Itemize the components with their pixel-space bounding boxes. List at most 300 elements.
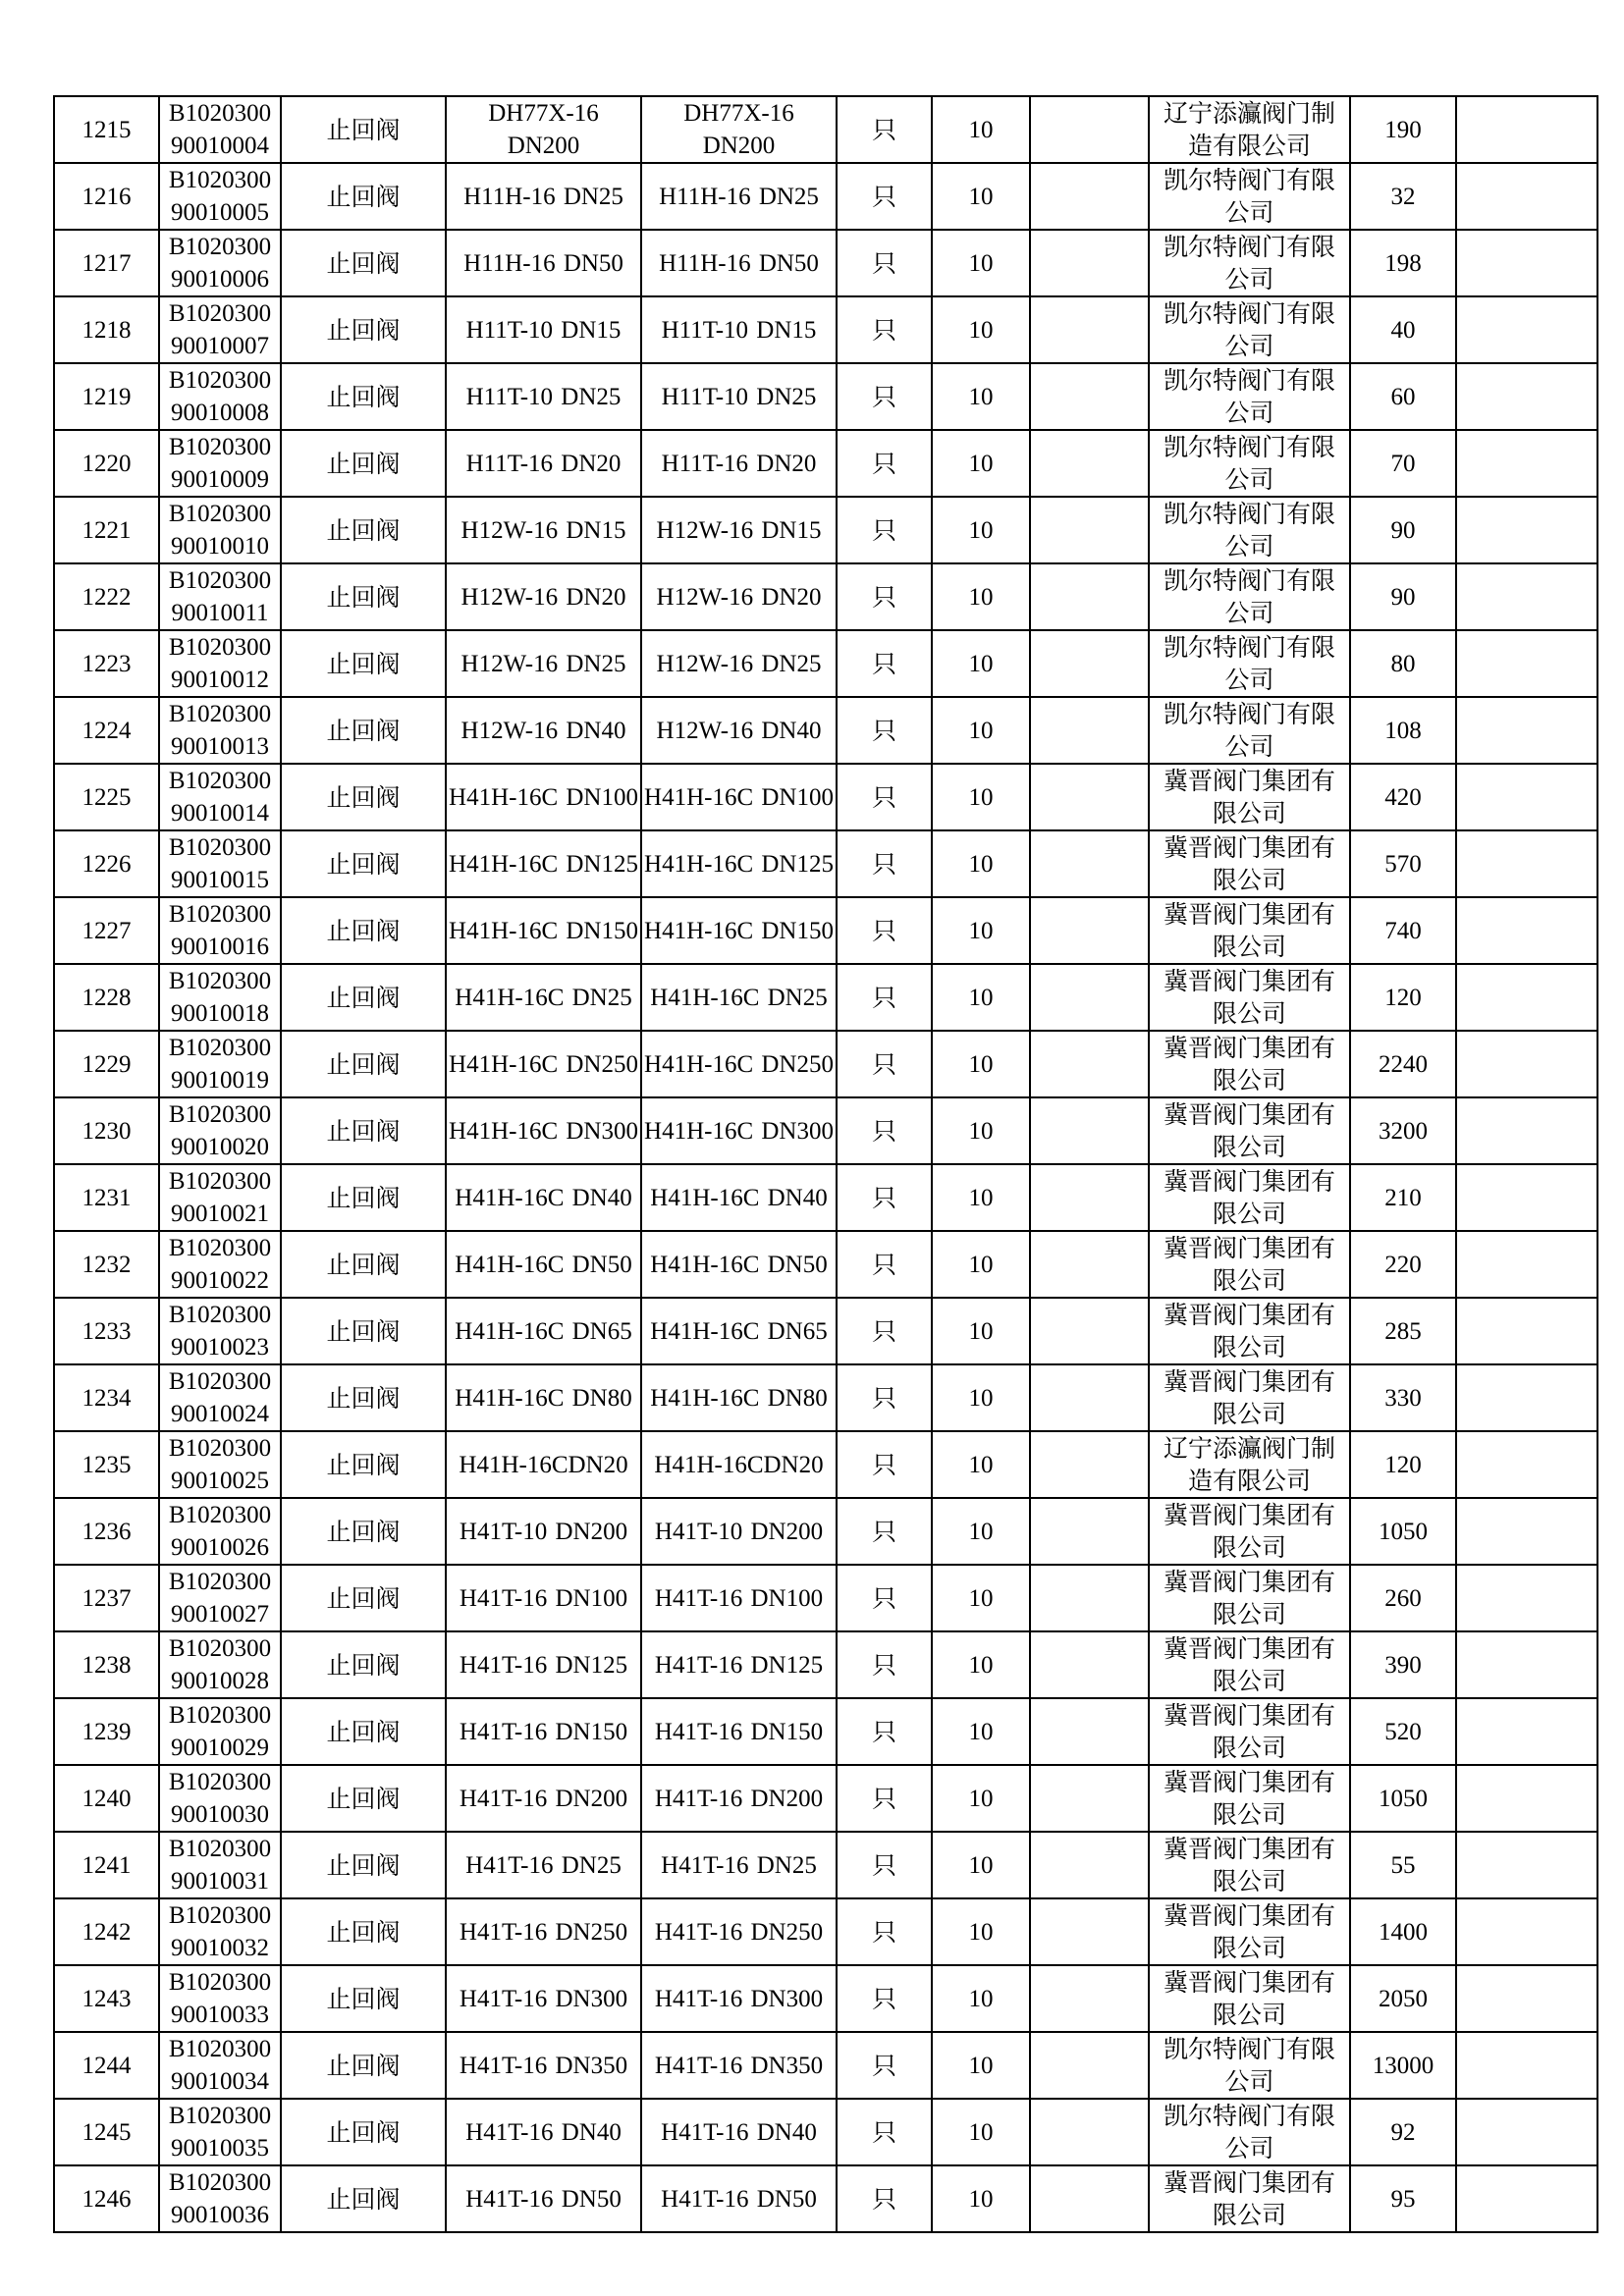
price-cell: 40 [1350,296,1456,363]
remark-cell [1030,1431,1149,1498]
price-cell: 2240 [1350,1031,1456,1097]
unit-cell: 只 [837,96,932,163]
row-number-cell: 1234 [54,1364,159,1431]
table-row [54,1565,1597,1631]
table-row [54,630,1597,697]
quantity-cell: 10 [932,1031,1030,1097]
price-cell: 32 [1350,163,1456,230]
unit-cell: 只 [837,1698,932,1765]
unit-cell: 只 [837,764,932,830]
table-row [54,764,1597,830]
remark-cell [1030,1164,1149,1231]
unit-cell: 只 [837,1898,932,1965]
specification-cell: H41T-16 DN50 [446,2165,641,2232]
specification-cell: H12W-16 DN25 [446,630,641,697]
remark-cell [1030,497,1149,563]
item-name-cell: 止回阀 [281,2099,446,2165]
table-row [54,163,1597,230]
quantity-cell: 10 [932,96,1030,163]
model-cell: H41H-16C DN40 [641,1164,837,1231]
extra-cell [1456,630,1597,697]
extra-cell [1456,2032,1597,2099]
material-code-cell: B1020300 90010033 [159,1965,281,2032]
price-cell: 108 [1350,697,1456,764]
quantity-cell: 10 [932,1965,1030,2032]
material-code-cell: B1020300 90010004 [159,96,281,163]
row-number-cell: 1215 [54,96,159,163]
manufacturer-cell: 凯尔特阀门有限公司 [1149,430,1350,497]
material-code-cell: B1020300 90010031 [159,1832,281,1898]
item-name-cell: 止回阀 [281,1698,446,1765]
row-number-cell: 1223 [54,630,159,697]
table-row [54,830,1597,897]
model-cell: H41T-16 DN200 [641,1765,837,1832]
item-name-cell: 止回阀 [281,96,446,163]
extra-cell [1456,1631,1597,1698]
unit-cell: 只 [837,1832,932,1898]
material-code-cell: B1020300 90010035 [159,2099,281,2165]
price-cell: 330 [1350,1364,1456,1431]
item-name-cell: 止回阀 [281,1898,446,1965]
extra-cell [1456,96,1597,163]
extra-cell [1456,163,1597,230]
model-cell: H11T-16 DN20 [641,430,837,497]
remark-cell [1030,1565,1149,1631]
material-code-cell: B1020300 90010022 [159,1231,281,1298]
table-row [54,2165,1597,2232]
material-code-cell: B1020300 90010006 [159,230,281,296]
unit-cell: 只 [837,630,932,697]
manufacturer-cell: 冀晋阀门集团有限公司 [1149,1364,1350,1431]
extra-cell [1456,1031,1597,1097]
quantity-cell: 10 [932,1164,1030,1231]
quantity-cell: 10 [932,430,1030,497]
manufacturer-cell: 凯尔特阀门有限公司 [1149,230,1350,296]
unit-cell: 只 [837,1498,932,1565]
manufacturer-cell: 冀晋阀门集团有限公司 [1149,897,1350,964]
unit-cell: 只 [837,497,932,563]
remark-cell [1030,430,1149,497]
manufacturer-cell: 凯尔特阀门有限公司 [1149,296,1350,363]
material-code-cell: B1020300 90010016 [159,897,281,964]
manufacturer-cell: 冀晋阀门集团有限公司 [1149,1231,1350,1298]
quantity-cell: 10 [932,497,1030,563]
material-code-cell: B1020300 90010009 [159,430,281,497]
price-cell: 285 [1350,1298,1456,1364]
table-row [54,2032,1597,2099]
manufacturer-cell: 凯尔特阀门有限公司 [1149,697,1350,764]
item-name-cell: 止回阀 [281,497,446,563]
extra-cell [1456,1898,1597,1965]
unit-cell: 只 [837,830,932,897]
quantity-cell: 10 [932,964,1030,1031]
material-code-cell: B1020300 90010025 [159,1431,281,1498]
material-code-cell: B1020300 90010027 [159,1565,281,1631]
material-code-cell: B1020300 90010030 [159,1765,281,1832]
table-row [54,1164,1597,1231]
material-code-cell: B1020300 90010021 [159,1164,281,1231]
material-code-cell: B1020300 90010011 [159,563,281,630]
price-cell: 740 [1350,897,1456,964]
row-number-cell: 1225 [54,764,159,830]
unit-cell: 只 [837,1097,932,1164]
specification-cell: H12W-16 DN40 [446,697,641,764]
model-cell: H41H-16C DN25 [641,964,837,1031]
specification-cell: H41H-16C DN250 [446,1031,641,1097]
manufacturer-cell: 冀晋阀门集团有限公司 [1149,1832,1350,1898]
item-name-cell: 止回阀 [281,1765,446,1832]
material-code-cell: B1020300 90010008 [159,363,281,430]
remark-cell [1030,2099,1149,2165]
table-row [54,1631,1597,1698]
remark-cell [1030,1698,1149,1765]
model-cell: H41H-16C DN250 [641,1031,837,1097]
price-cell: 60 [1350,363,1456,430]
unit-cell: 只 [837,163,932,230]
table-row [54,96,1597,163]
quantity-cell: 10 [932,1431,1030,1498]
model-cell: H12W-16 DN40 [641,697,837,764]
unit-cell: 只 [837,230,932,296]
unit-cell: 只 [837,2165,932,2232]
remark-cell [1030,230,1149,296]
specification-cell: H41T-16 DN125 [446,1631,641,1698]
manufacturer-cell: 凯尔特阀门有限公司 [1149,497,1350,563]
manufacturer-cell: 冀晋阀门集团有限公司 [1149,1164,1350,1231]
quantity-cell: 10 [932,296,1030,363]
table-row [54,1298,1597,1364]
material-code-cell: B1020300 90010032 [159,1898,281,1965]
quantity-cell: 10 [932,830,1030,897]
row-number-cell: 1227 [54,897,159,964]
extra-cell [1456,430,1597,497]
price-cell: 198 [1350,230,1456,296]
price-cell: 420 [1350,764,1456,830]
model-cell: H41H-16C DN65 [641,1298,837,1364]
price-cell: 120 [1350,964,1456,1031]
item-name-cell: 止回阀 [281,1231,446,1298]
price-cell: 390 [1350,1631,1456,1698]
specification-cell: H11H-16 DN25 [446,163,641,230]
material-code-cell: B1020300 90010023 [159,1298,281,1364]
remark-cell [1030,96,1149,163]
row-number-cell: 1229 [54,1031,159,1097]
item-name-cell: 止回阀 [281,1164,446,1231]
unit-cell: 只 [837,1431,932,1498]
price-cell: 260 [1350,1565,1456,1631]
specification-cell: H41T-16 DN300 [446,1965,641,2032]
item-name-cell: 止回阀 [281,563,446,630]
manufacturer-cell: 冀晋阀门集团有限公司 [1149,964,1350,1031]
remark-cell [1030,1832,1149,1898]
model-cell: H11H-16 DN50 [641,230,837,296]
manufacturer-cell: 冀晋阀门集团有限公司 [1149,1031,1350,1097]
item-name-cell: 止回阀 [281,630,446,697]
remark-cell [1030,1498,1149,1565]
extra-cell [1456,1431,1597,1498]
price-cell: 80 [1350,630,1456,697]
row-number-cell: 1231 [54,1164,159,1231]
manufacturer-cell: 冀晋阀门集团有限公司 [1149,1965,1350,2032]
table-row [54,363,1597,430]
item-name-cell: 止回阀 [281,830,446,897]
manufacturer-cell: 冀晋阀门集团有限公司 [1149,2165,1350,2232]
price-cell: 90 [1350,563,1456,630]
row-number-cell: 1222 [54,563,159,630]
item-name-cell: 止回阀 [281,1298,446,1364]
extra-cell [1456,563,1597,630]
material-code-cell: B1020300 90010010 [159,497,281,563]
manufacturer-cell: 冀晋阀门集团有限公司 [1149,1565,1350,1631]
manufacturer-cell: 凯尔特阀门有限公司 [1149,563,1350,630]
specification-cell: H41T-16 DN40 [446,2099,641,2165]
row-number-cell: 1224 [54,697,159,764]
model-cell: H41H-16C DN50 [641,1231,837,1298]
quantity-cell: 10 [932,697,1030,764]
item-name-cell: 止回阀 [281,1097,446,1164]
remark-cell [1030,1364,1149,1431]
item-name-cell: 止回阀 [281,430,446,497]
remark-cell [1030,1031,1149,1097]
model-cell: H11H-16 DN25 [641,163,837,230]
quantity-cell: 10 [932,2165,1030,2232]
item-name-cell: 止回阀 [281,897,446,964]
price-cell: 95 [1350,2165,1456,2232]
specification-cell: H41H-16C DN100 [446,764,641,830]
unit-cell: 只 [837,430,932,497]
manufacturer-cell: 凯尔特阀门有限公司 [1149,2032,1350,2099]
model-cell: H41T-16 DN300 [641,1965,837,2032]
material-code-cell: B1020300 90010018 [159,964,281,1031]
model-cell: H41H-16C DN125 [641,830,837,897]
price-cell: 190 [1350,96,1456,163]
row-number-cell: 1244 [54,2032,159,2099]
material-code-cell: B1020300 90010014 [159,764,281,830]
specification-cell: H11H-16 DN50 [446,230,641,296]
model-cell: H41H-16CDN20 [641,1431,837,1498]
item-name-cell: 止回阀 [281,697,446,764]
table-row [54,897,1597,964]
quantity-cell: 10 [932,1631,1030,1698]
valve-price-table [53,95,1598,2233]
material-code-cell: B1020300 90010019 [159,1031,281,1097]
extra-cell [1456,1164,1597,1231]
manufacturer-cell: 凯尔特阀门有限公司 [1149,630,1350,697]
table-row [54,430,1597,497]
model-cell: H41H-16C DN150 [641,897,837,964]
row-number-cell: 1220 [54,430,159,497]
specification-cell: H11T-10 DN25 [446,363,641,430]
table-row [54,1031,1597,1097]
material-code-cell: B1020300 90010026 [159,1498,281,1565]
quantity-cell: 10 [932,1565,1030,1631]
model-cell: H41H-16C DN80 [641,1364,837,1431]
item-name-cell: 止回阀 [281,363,446,430]
row-number-cell: 1241 [54,1832,159,1898]
quantity-cell: 10 [932,1097,1030,1164]
specification-cell: H41T-16 DN350 [446,2032,641,2099]
item-name-cell: 止回阀 [281,1031,446,1097]
price-cell: 55 [1350,1832,1456,1898]
row-number-cell: 1230 [54,1097,159,1164]
specification-cell: H41T-16 DN200 [446,1765,641,1832]
price-cell: 1050 [1350,1498,1456,1565]
material-code-cell: B1020300 90010007 [159,296,281,363]
material-code-cell: B1020300 90010015 [159,830,281,897]
material-code-cell: B1020300 90010012 [159,630,281,697]
price-cell: 2050 [1350,1965,1456,2032]
extra-cell [1456,1832,1597,1898]
manufacturer-cell: 凯尔特阀门有限公司 [1149,163,1350,230]
quantity-cell: 10 [932,1364,1030,1431]
model-cell: H12W-16 DN25 [641,630,837,697]
quantity-cell: 10 [932,2099,1030,2165]
quantity-cell: 10 [932,1832,1030,1898]
extra-cell [1456,2165,1597,2232]
extra-cell [1456,1097,1597,1164]
unit-cell: 只 [837,2099,932,2165]
table-row [54,1097,1597,1164]
model-cell: H41T-16 DN250 [641,1898,837,1965]
price-cell: 90 [1350,497,1456,563]
unit-cell: 只 [837,964,932,1031]
table-row [54,697,1597,764]
item-name-cell: 止回阀 [281,1431,446,1498]
extra-cell [1456,830,1597,897]
row-number-cell: 1216 [54,163,159,230]
row-number-cell: 1221 [54,497,159,563]
quantity-cell: 10 [932,630,1030,697]
remark-cell [1030,1231,1149,1298]
manufacturer-cell: 冀晋阀门集团有限公司 [1149,830,1350,897]
extra-cell [1456,964,1597,1031]
manufacturer-cell: 冀晋阀门集团有限公司 [1149,1898,1350,1965]
remark-cell [1030,1765,1149,1832]
row-number-cell: 1232 [54,1231,159,1298]
quantity-cell: 10 [932,230,1030,296]
item-name-cell: 止回阀 [281,1631,446,1698]
extra-cell [1456,1298,1597,1364]
row-number-cell: 1239 [54,1698,159,1765]
remark-cell [1030,630,1149,697]
remark-cell [1030,163,1149,230]
model-cell: H12W-16 DN15 [641,497,837,563]
material-code-cell: B1020300 90010024 [159,1364,281,1431]
model-cell: H41T-10 DN200 [641,1498,837,1565]
specification-cell: H41H-16C DN65 [446,1298,641,1364]
manufacturer-cell: 冀晋阀门集团有限公司 [1149,1097,1350,1164]
quantity-cell: 10 [932,563,1030,630]
remark-cell [1030,363,1149,430]
row-number-cell: 1246 [54,2165,159,2232]
quantity-cell: 10 [932,1231,1030,1298]
table-row [54,1498,1597,1565]
extra-cell [1456,1565,1597,1631]
unit-cell: 只 [837,1631,932,1698]
table-row [54,1898,1597,1965]
model-cell: H41T-16 DN100 [641,1565,837,1631]
table-row [54,964,1597,1031]
extra-cell [1456,1965,1597,2032]
row-number-cell: 1245 [54,2099,159,2165]
item-name-cell: 止回阀 [281,1965,446,2032]
table-row [54,230,1597,296]
item-name-cell: 止回阀 [281,764,446,830]
remark-cell [1030,764,1149,830]
unit-cell: 只 [837,1298,932,1364]
specification-cell: H11T-10 DN15 [446,296,641,363]
item-name-cell: 止回阀 [281,1498,446,1565]
row-number-cell: 1242 [54,1898,159,1965]
specification-cell: H41H-16C DN125 [446,830,641,897]
table-row [54,1832,1597,1898]
extra-cell [1456,2099,1597,2165]
table-row [54,497,1597,563]
remark-cell [1030,2032,1149,2099]
table-row [54,1364,1597,1431]
price-cell: 570 [1350,830,1456,897]
unit-cell: 只 [837,897,932,964]
table-row [54,1231,1597,1298]
quantity-cell: 10 [932,163,1030,230]
price-cell: 70 [1350,430,1456,497]
remark-cell [1030,296,1149,363]
unit-cell: 只 [837,563,932,630]
model-cell: DH77X-16 DN200 [641,96,837,163]
remark-cell [1030,697,1149,764]
table-row [54,1698,1597,1765]
remark-cell [1030,563,1149,630]
extra-cell [1456,697,1597,764]
material-code-cell: B1020300 90010028 [159,1631,281,1698]
unit-cell: 只 [837,1364,932,1431]
model-cell: H12W-16 DN20 [641,563,837,630]
manufacturer-cell: 冀晋阀门集团有限公司 [1149,1298,1350,1364]
row-number-cell: 1236 [54,1498,159,1565]
item-name-cell: 止回阀 [281,1364,446,1431]
price-cell: 520 [1350,1698,1456,1765]
remark-cell [1030,1965,1149,2032]
extra-cell [1456,296,1597,363]
specification-cell: H41T-16 DN100 [446,1565,641,1631]
model-cell: H41T-16 DN350 [641,2032,837,2099]
unit-cell: 只 [837,2032,932,2099]
extra-cell [1456,1698,1597,1765]
unit-cell: 只 [837,1031,932,1097]
quantity-cell: 10 [932,363,1030,430]
specification-cell: H41H-16C DN150 [446,897,641,964]
table-row [54,2099,1597,2165]
quantity-cell: 10 [932,1498,1030,1565]
specification-cell: H41H-16CDN20 [446,1431,641,1498]
price-cell: 120 [1350,1431,1456,1498]
unit-cell: 只 [837,697,932,764]
quantity-cell: 10 [932,1898,1030,1965]
row-number-cell: 1240 [54,1765,159,1832]
specification-cell: H12W-16 DN20 [446,563,641,630]
manufacturer-cell: 凯尔特阀门有限公司 [1149,363,1350,430]
material-code-cell: B1020300 90010036 [159,2165,281,2232]
table-row [54,1765,1597,1832]
remark-cell [1030,830,1149,897]
price-cell: 92 [1350,2099,1456,2165]
material-code-cell: B1020300 90010020 [159,1097,281,1164]
table-row [54,563,1597,630]
row-number-cell: 1226 [54,830,159,897]
material-code-cell: B1020300 90010034 [159,2032,281,2099]
model-cell: H41T-16 DN125 [641,1631,837,1698]
material-code-cell: B1020300 90010029 [159,1698,281,1765]
